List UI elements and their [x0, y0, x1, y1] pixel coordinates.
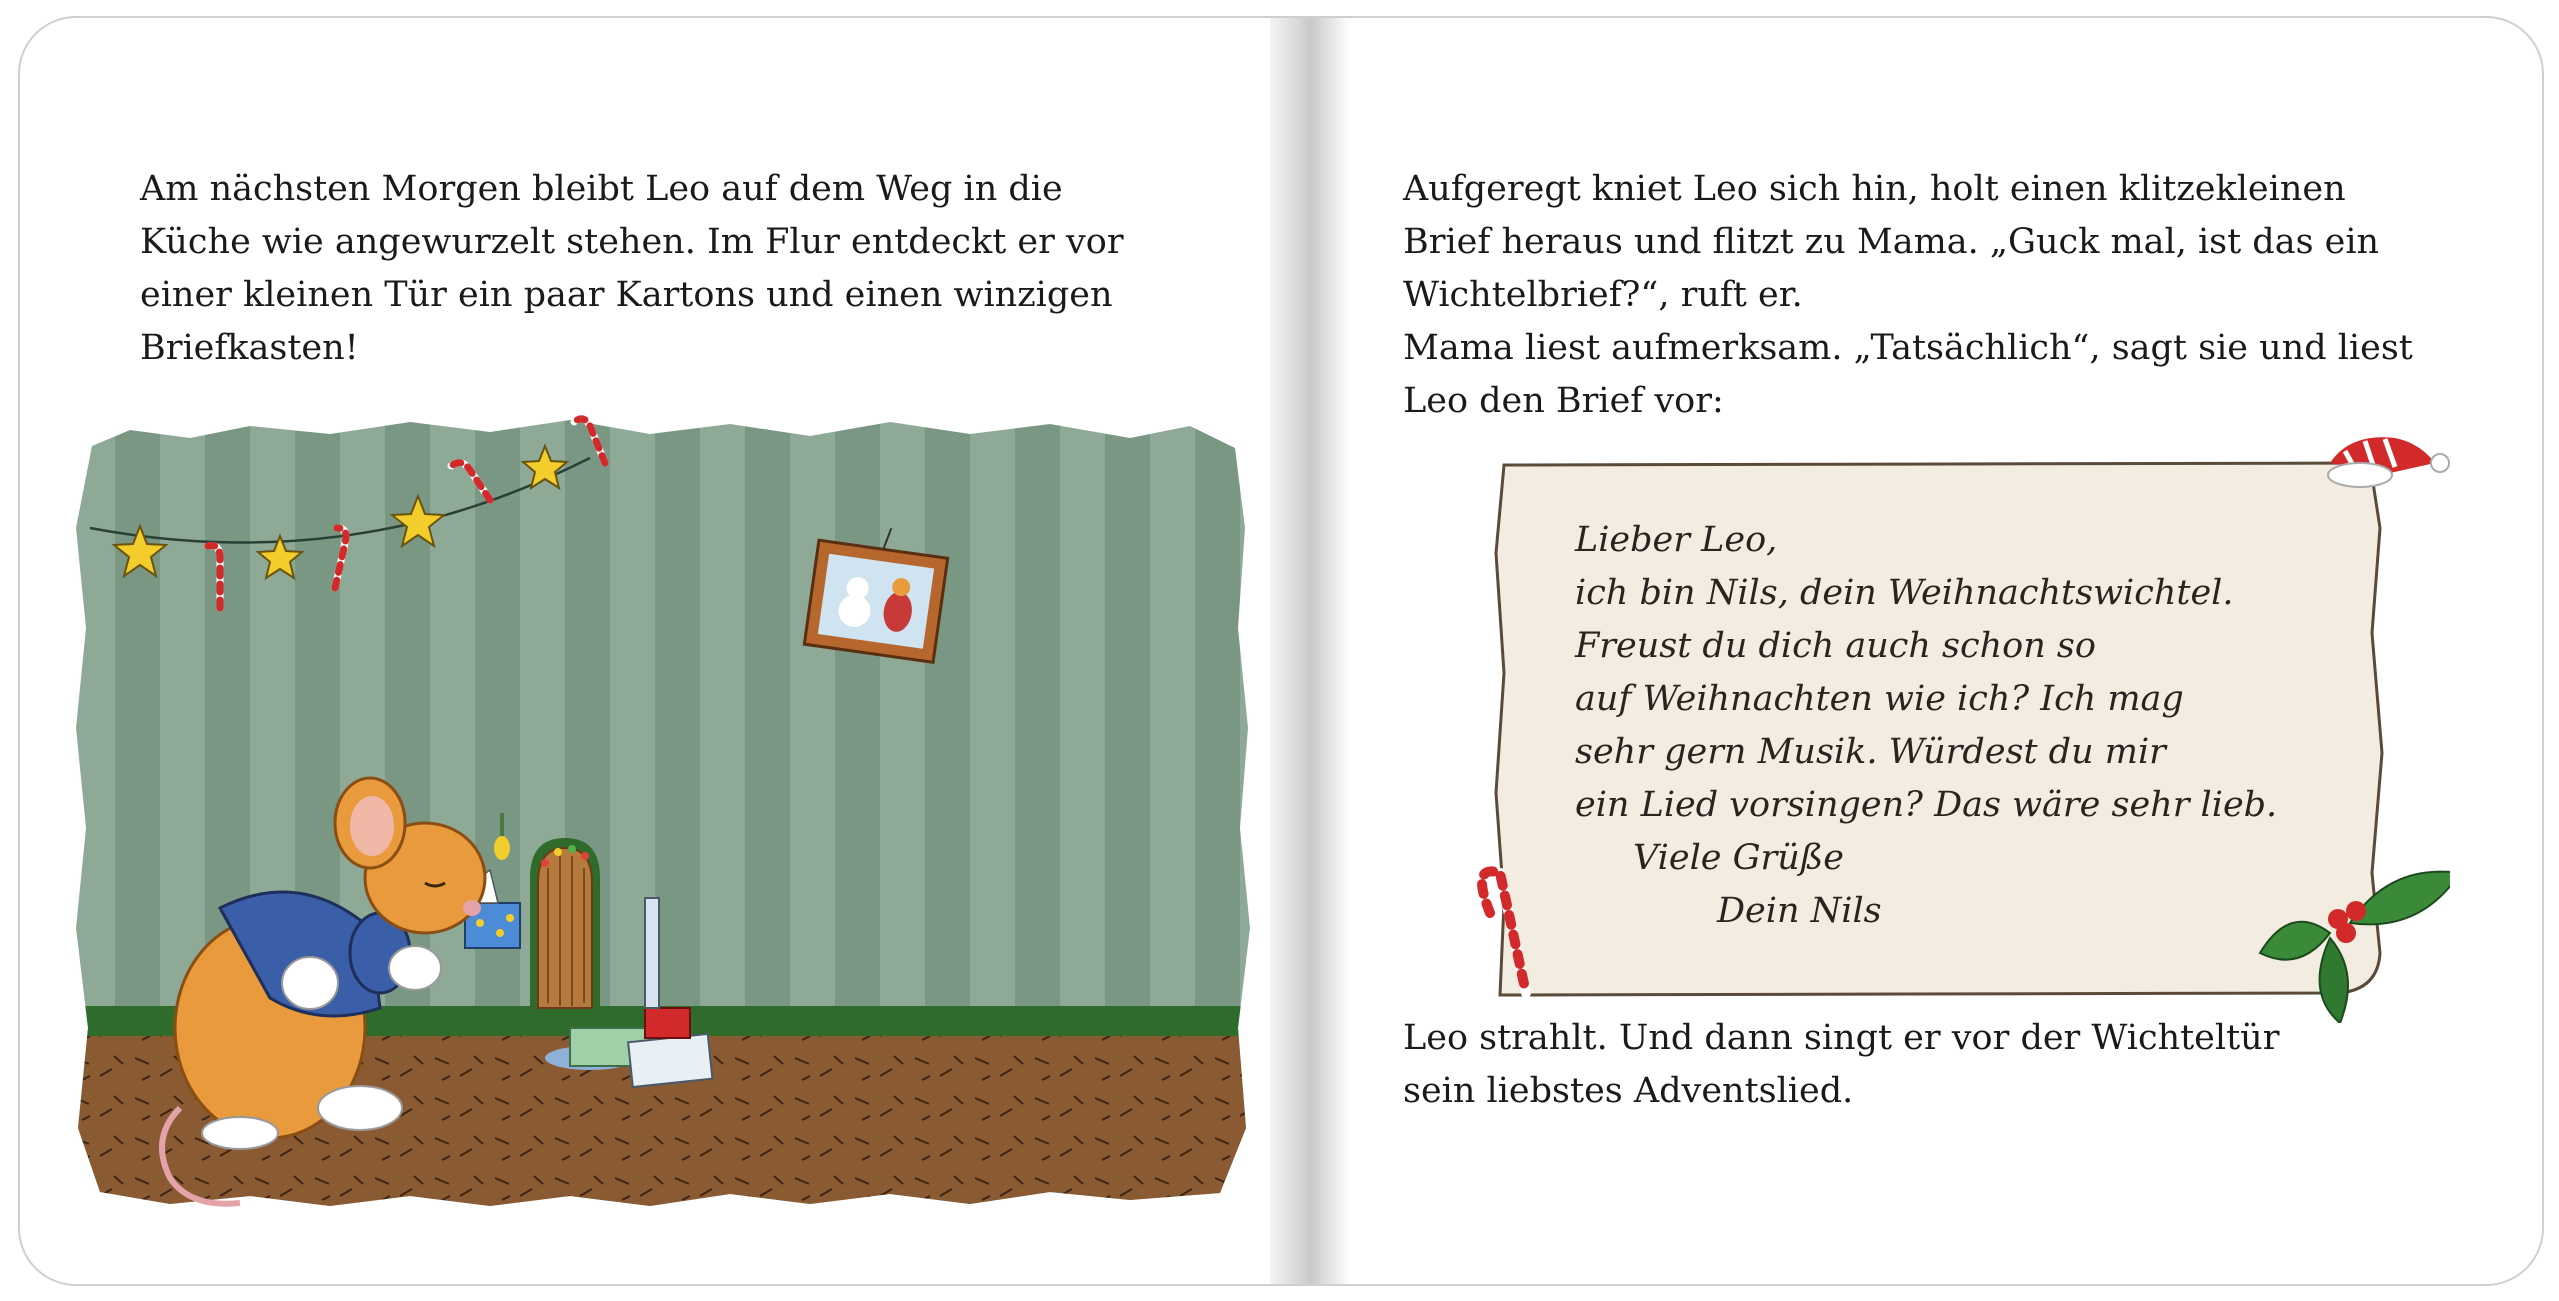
letter-line: auf Weihnachten wie ich? Ich mag: [1575, 679, 2184, 719]
letter-line: Lieber Leo,: [1575, 520, 1778, 560]
letter-line: ich bin Nils, dein Weihnachtswichtel.: [1575, 573, 2234, 613]
text-line: einer kleinen Tür ein paar Kartons und einen winzigen: [140, 275, 1113, 315]
text-line: Leo strahlt. Und dann singt er vor der Wichteltür: [1403, 1018, 2280, 1058]
letter-line: sehr gern Musik. Würdest du mir: [1575, 732, 2166, 772]
text-line: Mama liest aufmerksam. „Tatsächlich“, sagt sie und liest: [1403, 328, 2413, 368]
mouse-character-illustration: [70, 408, 1260, 1213]
book-spread: [18, 16, 2544, 1286]
santa-hat-icon: [2328, 437, 2449, 487]
mouse-door: [530, 838, 600, 1008]
text-line: sein liebstes Adventslied.: [1403, 1071, 1854, 1111]
right-page-text: [1403, 163, 2413, 428]
left-page-text: [140, 163, 1124, 375]
text-line: Küche wie angewurzelt stehen. Im Flur entdeckt er vor: [140, 222, 1124, 262]
letter-text: [1575, 514, 2277, 938]
text-line: Leo den Brief vor:: [1403, 381, 1724, 421]
text-line: Aufgeregt kniet Leo sich hin, holt einen klitzekleinen: [1403, 169, 2346, 209]
letter-signature: Dein Nils: [1717, 891, 1882, 931]
letter-line: ein Lied vorsingen? Das wäre sehr lieb.: [1575, 785, 2278, 825]
letter-closing: Viele Grüße: [1633, 838, 1844, 878]
text-line: Wichtelbrief?“, ruft er.: [1403, 275, 1803, 315]
outro-text: [1403, 1012, 2279, 1118]
text-line: Brief heraus und flitzt zu Mama. „Guck mal, ist das ein: [1403, 222, 2380, 262]
letter-line: Freust du dich auch schon so: [1575, 626, 2096, 666]
text-line: Briefkasten!: [140, 328, 359, 368]
book-gutter: [1270, 18, 1350, 1284]
text-line: Am nächsten Morgen bleibt Leo auf dem Weg in die: [140, 169, 1063, 209]
